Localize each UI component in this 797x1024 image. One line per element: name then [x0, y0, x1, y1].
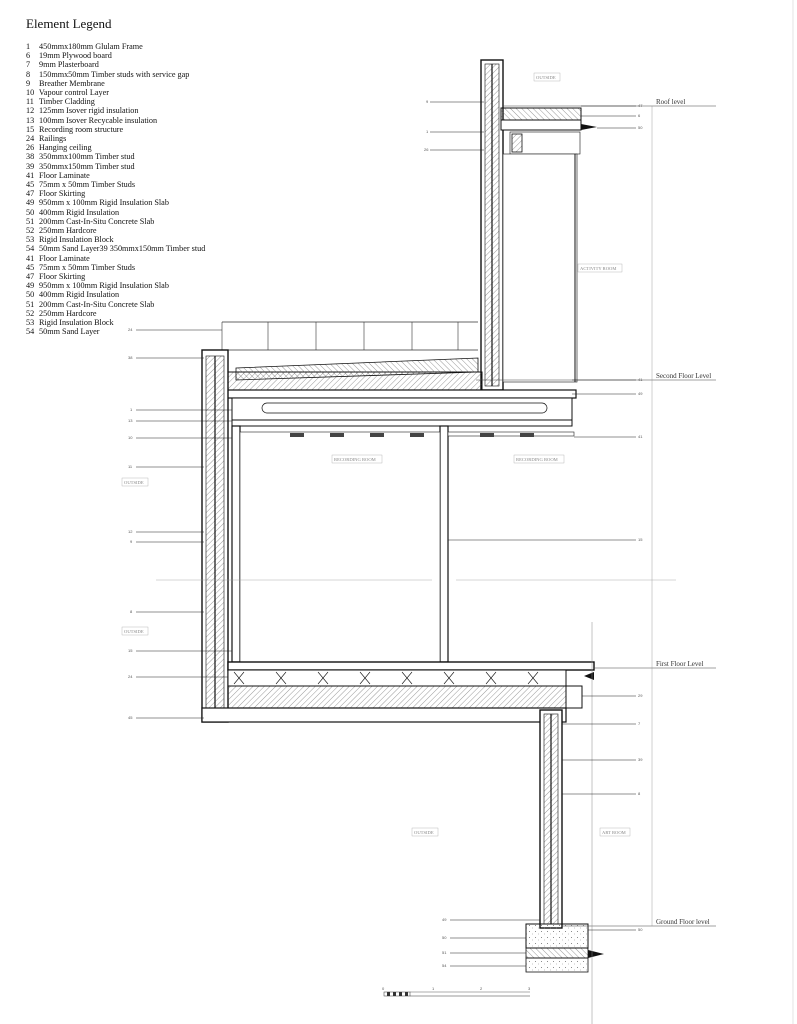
- legend-item-number: 50: [26, 290, 35, 300]
- tag: 51: [442, 950, 447, 955]
- left-outer-wall: [202, 350, 228, 722]
- legend-item-text: 19mm Plywood board: [39, 51, 112, 61]
- legend-item-text: Rigid Insulation Block: [39, 318, 114, 328]
- legend-item-number: 13: [26, 115, 35, 125]
- tag: 54: [442, 963, 447, 968]
- tag: 7: [638, 721, 641, 726]
- legend-item-number: 24: [26, 134, 35, 144]
- legend-item-number: 6: [26, 51, 31, 61]
- legend-item-number: 39: [26, 161, 35, 171]
- legend-item-text: 9mm Plasterboard: [39, 60, 99, 70]
- tag: 24: [128, 327, 133, 332]
- legend-item-number: 50: [26, 207, 35, 217]
- tag: 1: [130, 407, 133, 412]
- legend-item-text: Rigid Insulation Block: [39, 235, 114, 245]
- scale-bar: [382, 986, 531, 996]
- legend-item-number: 1: [26, 42, 31, 51]
- tag: 41: [638, 377, 643, 382]
- ground-floor-level-label: Ground Floor level: [656, 918, 710, 926]
- tag: 15: [128, 648, 133, 653]
- legend-item-number: 49: [26, 198, 35, 208]
- legend-item-text: Floor Laminate: [39, 170, 90, 180]
- legend-item-number: 15: [26, 124, 35, 134]
- legend-item-text: 950mm x 100mm Rigid Insulation Slab: [39, 198, 169, 208]
- legend-item-number: 52: [26, 226, 35, 236]
- legend-item-text: Railings: [39, 134, 67, 144]
- legend-item-number: 45: [26, 180, 35, 190]
- room-label-art: ART ROOM: [602, 830, 626, 835]
- legend-item-text: 125mm Isover rigid insulation: [39, 106, 139, 116]
- first-floor-slab: [202, 662, 594, 722]
- legend-item-text: 50mm Sand Layer39 350mmx150mm Timber stud: [39, 244, 206, 254]
- room-label-outside-bottom: OUTSIDE: [414, 830, 434, 835]
- railing: [222, 322, 478, 350]
- tag: 50: [638, 927, 643, 932]
- legend-item-text: 350mmx100mm Timber stud: [39, 152, 135, 162]
- legend-item-number: 51: [26, 299, 35, 309]
- legend-item-number: 38: [26, 152, 35, 162]
- room-label-recording-right: RECORDING ROOM: [516, 457, 558, 462]
- legend-item-number: 8: [26, 69, 31, 79]
- legend-item-text: Floor Laminate: [39, 253, 90, 263]
- tag: 1: [426, 129, 429, 134]
- tag: 45: [128, 715, 133, 720]
- tag: 9: [426, 99, 429, 104]
- legend-item-text: Floor Skirting: [39, 189, 86, 199]
- tag: 41: [638, 434, 643, 439]
- legend-item-text: 200mm Cast-In-Situ Concrete Slab: [39, 216, 155, 226]
- tag: 26: [424, 147, 429, 152]
- legend-item-number: 54: [26, 327, 35, 337]
- legend-item-text: 150mmx50mm Timber studs with service gap: [39, 69, 190, 79]
- legend-item-text: 200mm Cast-In-Situ Concrete Slab: [39, 299, 155, 309]
- legend-item-text: 50mm Sand Layer: [39, 327, 100, 337]
- tag: 50: [638, 125, 643, 130]
- legend-item-text: 450mmx180mm Glulam Frame: [39, 42, 143, 51]
- first-floor-level-label: First Floor Level: [656, 660, 704, 668]
- legend-item-number: 41: [26, 170, 35, 180]
- room-label-outside-left-lower: OUTSIDE: [124, 629, 144, 634]
- scale-mark: 2: [480, 986, 483, 991]
- legend-item-number: 52: [26, 308, 35, 318]
- tag: 15: [638, 537, 643, 542]
- tag: 49: [442, 917, 447, 922]
- legend-item-text: Timber Cladding: [38, 97, 95, 107]
- legend-item-number: 11: [26, 97, 34, 107]
- legend-item-number: 51: [26, 216, 35, 226]
- legend-item-number: 41: [26, 253, 35, 263]
- legend-item-text: 250mm Hardcore: [39, 226, 97, 236]
- tag: 10: [128, 435, 133, 440]
- roof-level-label: Roof level: [656, 98, 686, 106]
- room-label-recording-left: RECORDING ROOM: [334, 457, 376, 462]
- tag: 8: [638, 791, 641, 796]
- legend-item-text: 400mm Rigid Insulation: [39, 207, 120, 217]
- legend-item-number: 53: [26, 318, 35, 328]
- legend-item-text: Breather Membrane: [39, 78, 105, 88]
- legend-item-text: 75mm x 50mm Timber Studs: [39, 262, 136, 272]
- room-label-outside-left-upper: OUTSIDE: [124, 480, 144, 485]
- tag: 24: [128, 674, 133, 679]
- room-label-outside-top: OUTSIDE: [536, 75, 556, 80]
- scale-mark: 3: [528, 986, 531, 991]
- tag: 39: [638, 757, 643, 762]
- upper-wall: [481, 60, 503, 390]
- foundation: [526, 924, 604, 972]
- legend-item-number: 9: [26, 78, 31, 88]
- tag: 13: [128, 418, 133, 423]
- second-floor-level-label: Second Floor Level: [656, 372, 712, 380]
- legend-item-text: 350mmx150mm Timber stud: [39, 161, 135, 171]
- scale-mark: 0: [382, 986, 385, 991]
- legend-item-number: 45: [26, 262, 35, 272]
- legend-item-number: 49: [26, 281, 35, 291]
- legend-item-number: 7: [26, 60, 31, 70]
- legend-item-number: 10: [26, 88, 35, 98]
- legend-item-number: 12: [26, 106, 35, 116]
- tag: 9: [130, 539, 133, 544]
- legend-item-number: 54: [26, 244, 35, 254]
- legend-item-number: 47: [26, 272, 35, 282]
- legend-item-text: 100mm Isover Recycable insulation: [39, 115, 158, 125]
- tag: 8: [130, 609, 133, 614]
- tag: 6: [638, 113, 641, 118]
- legend-item-number: 26: [26, 143, 35, 153]
- legend-title: Element Legend: [26, 16, 112, 31]
- legend-item-number: 53: [26, 235, 35, 245]
- legend-item-text: 75mm x 50mm Timber Studs: [39, 180, 136, 190]
- legend-item-text: 950mm x 100mm Rigid Insulation Slab: [39, 281, 169, 291]
- legend-item-text: Recording room structure: [39, 124, 124, 134]
- activity-room-wall: [503, 154, 577, 382]
- scale-mark: 1: [432, 986, 435, 991]
- tag: 29: [638, 693, 643, 698]
- tag: 47: [638, 103, 643, 108]
- roof-slab: [501, 108, 597, 154]
- tag: 12: [128, 529, 133, 534]
- legend-item-text: Hanging ceiling: [39, 143, 92, 153]
- legend-item-text: Vapour control Layer: [38, 88, 109, 98]
- tag: 38: [128, 355, 133, 360]
- room-label-activity: ACTIVITY ROOM: [580, 266, 617, 271]
- legend-item-text: 400mm Rigid Insulation: [39, 290, 120, 300]
- legend-item-text: 250mm Hardcore: [39, 308, 97, 318]
- ground-floor-wall: [540, 710, 562, 928]
- legend-item-text: Floor Skirting: [39, 272, 86, 282]
- tag: 11: [128, 464, 133, 469]
- legend-item-number: 47: [26, 189, 35, 199]
- tag: 49: [638, 391, 643, 396]
- tag: 50: [442, 935, 447, 940]
